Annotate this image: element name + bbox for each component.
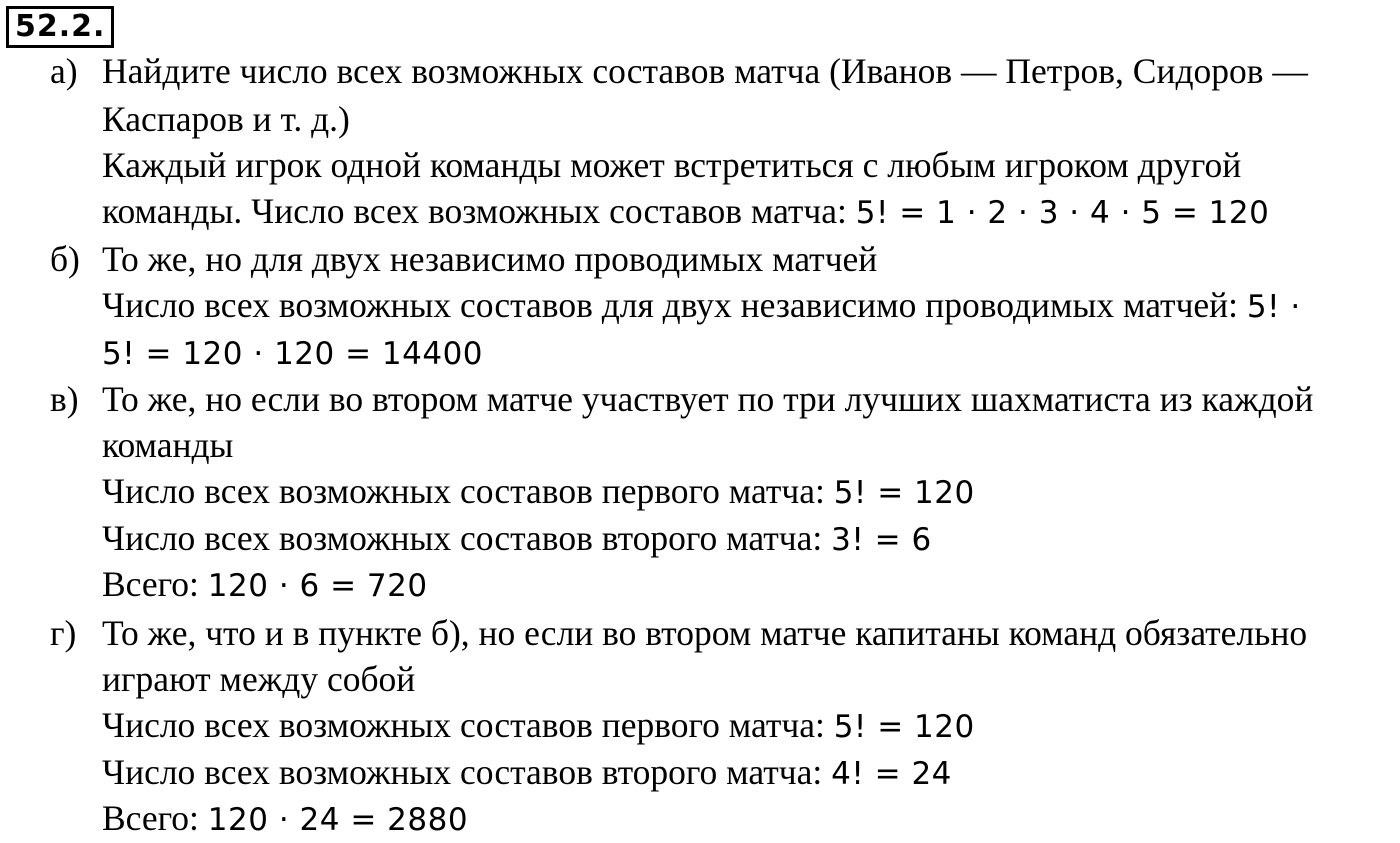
item-a-marker: а) (50, 51, 78, 91)
item-g-marker: г) (50, 613, 77, 653)
item-b-answer-line1 (102, 282, 1301, 328)
item-b-answer-math2: 5! = 120 · 120 = 14400 (102, 336, 484, 372)
item-a-answer-text: команды. Число всех возможных составов матча: (102, 191, 856, 231)
item-v-first-match (102, 468, 975, 514)
item-g-first-text: Число всех возможных составов первого матча: (102, 705, 834, 745)
item-a-answer-line1: Каждый игрок одной команды может встретиться с любым игроком другой (102, 145, 1242, 185)
item-v-first-text: Число всех возможных составов первого матча: (102, 471, 834, 511)
item-a-answer-math: 5! = 1 · 2 · 3 · 4 · 5 = 120 (855, 195, 1270, 231)
item-b-answer-math1: 5! · (1246, 289, 1301, 325)
item-v-total (102, 561, 428, 607)
item-g-second-match (102, 749, 952, 795)
item-g-question-line1: То же, что и в пункте б), но если во втором матче капитаны команд обязательно (102, 613, 1308, 653)
item-g-second-text: Число всех возможных составов второго матча: (102, 752, 832, 792)
item-v-total-math: 120 · 6 = 720 (207, 568, 428, 604)
item-v-marker: в) (50, 379, 79, 419)
item-g-first-match (102, 702, 975, 748)
item-a-question-line1: Найдите число всех возможных составов матча (Иванов — Петров, Сидоров — (102, 51, 1308, 91)
item-g-question-line2: играют между собой (102, 659, 416, 699)
item-a-answer-line2 (102, 188, 1269, 234)
item-v-first-math: 5! = 120 (833, 475, 975, 511)
item-v-second-math: 3! = 6 (831, 522, 932, 558)
item-v-total-text: Всего: (102, 564, 208, 604)
item-g-total-math: 120 · 24 = 2880 (207, 802, 469, 838)
item-v-question-line1: То же, но если во втором матче участвует по три лучших шахматиста из каждой (102, 379, 1314, 419)
item-g-first-math: 5! = 120 (833, 709, 975, 745)
item-g-second-math: 4! = 24 (831, 756, 952, 792)
item-g-total-text: Всего: (102, 798, 208, 838)
problem-number: 52.2. (6, 6, 114, 48)
item-v-second-text: Число всех возможных составов второго матча: (102, 518, 832, 558)
item-v-question-line2: команды (102, 425, 234, 465)
item-g-total (102, 795, 468, 841)
item-b-question: То же, но для двух независимо проводимых матчей (102, 239, 878, 279)
item-v-second-match (102, 515, 932, 561)
item-b-answer-line2 (102, 329, 483, 375)
item-a-question-line2: Каспаров и т. д.) (102, 99, 350, 139)
item-b-answer-text: Число всех возможных составов для двух независимо проводимых матчей: (102, 285, 1247, 325)
item-b-marker: б) (50, 239, 80, 279)
